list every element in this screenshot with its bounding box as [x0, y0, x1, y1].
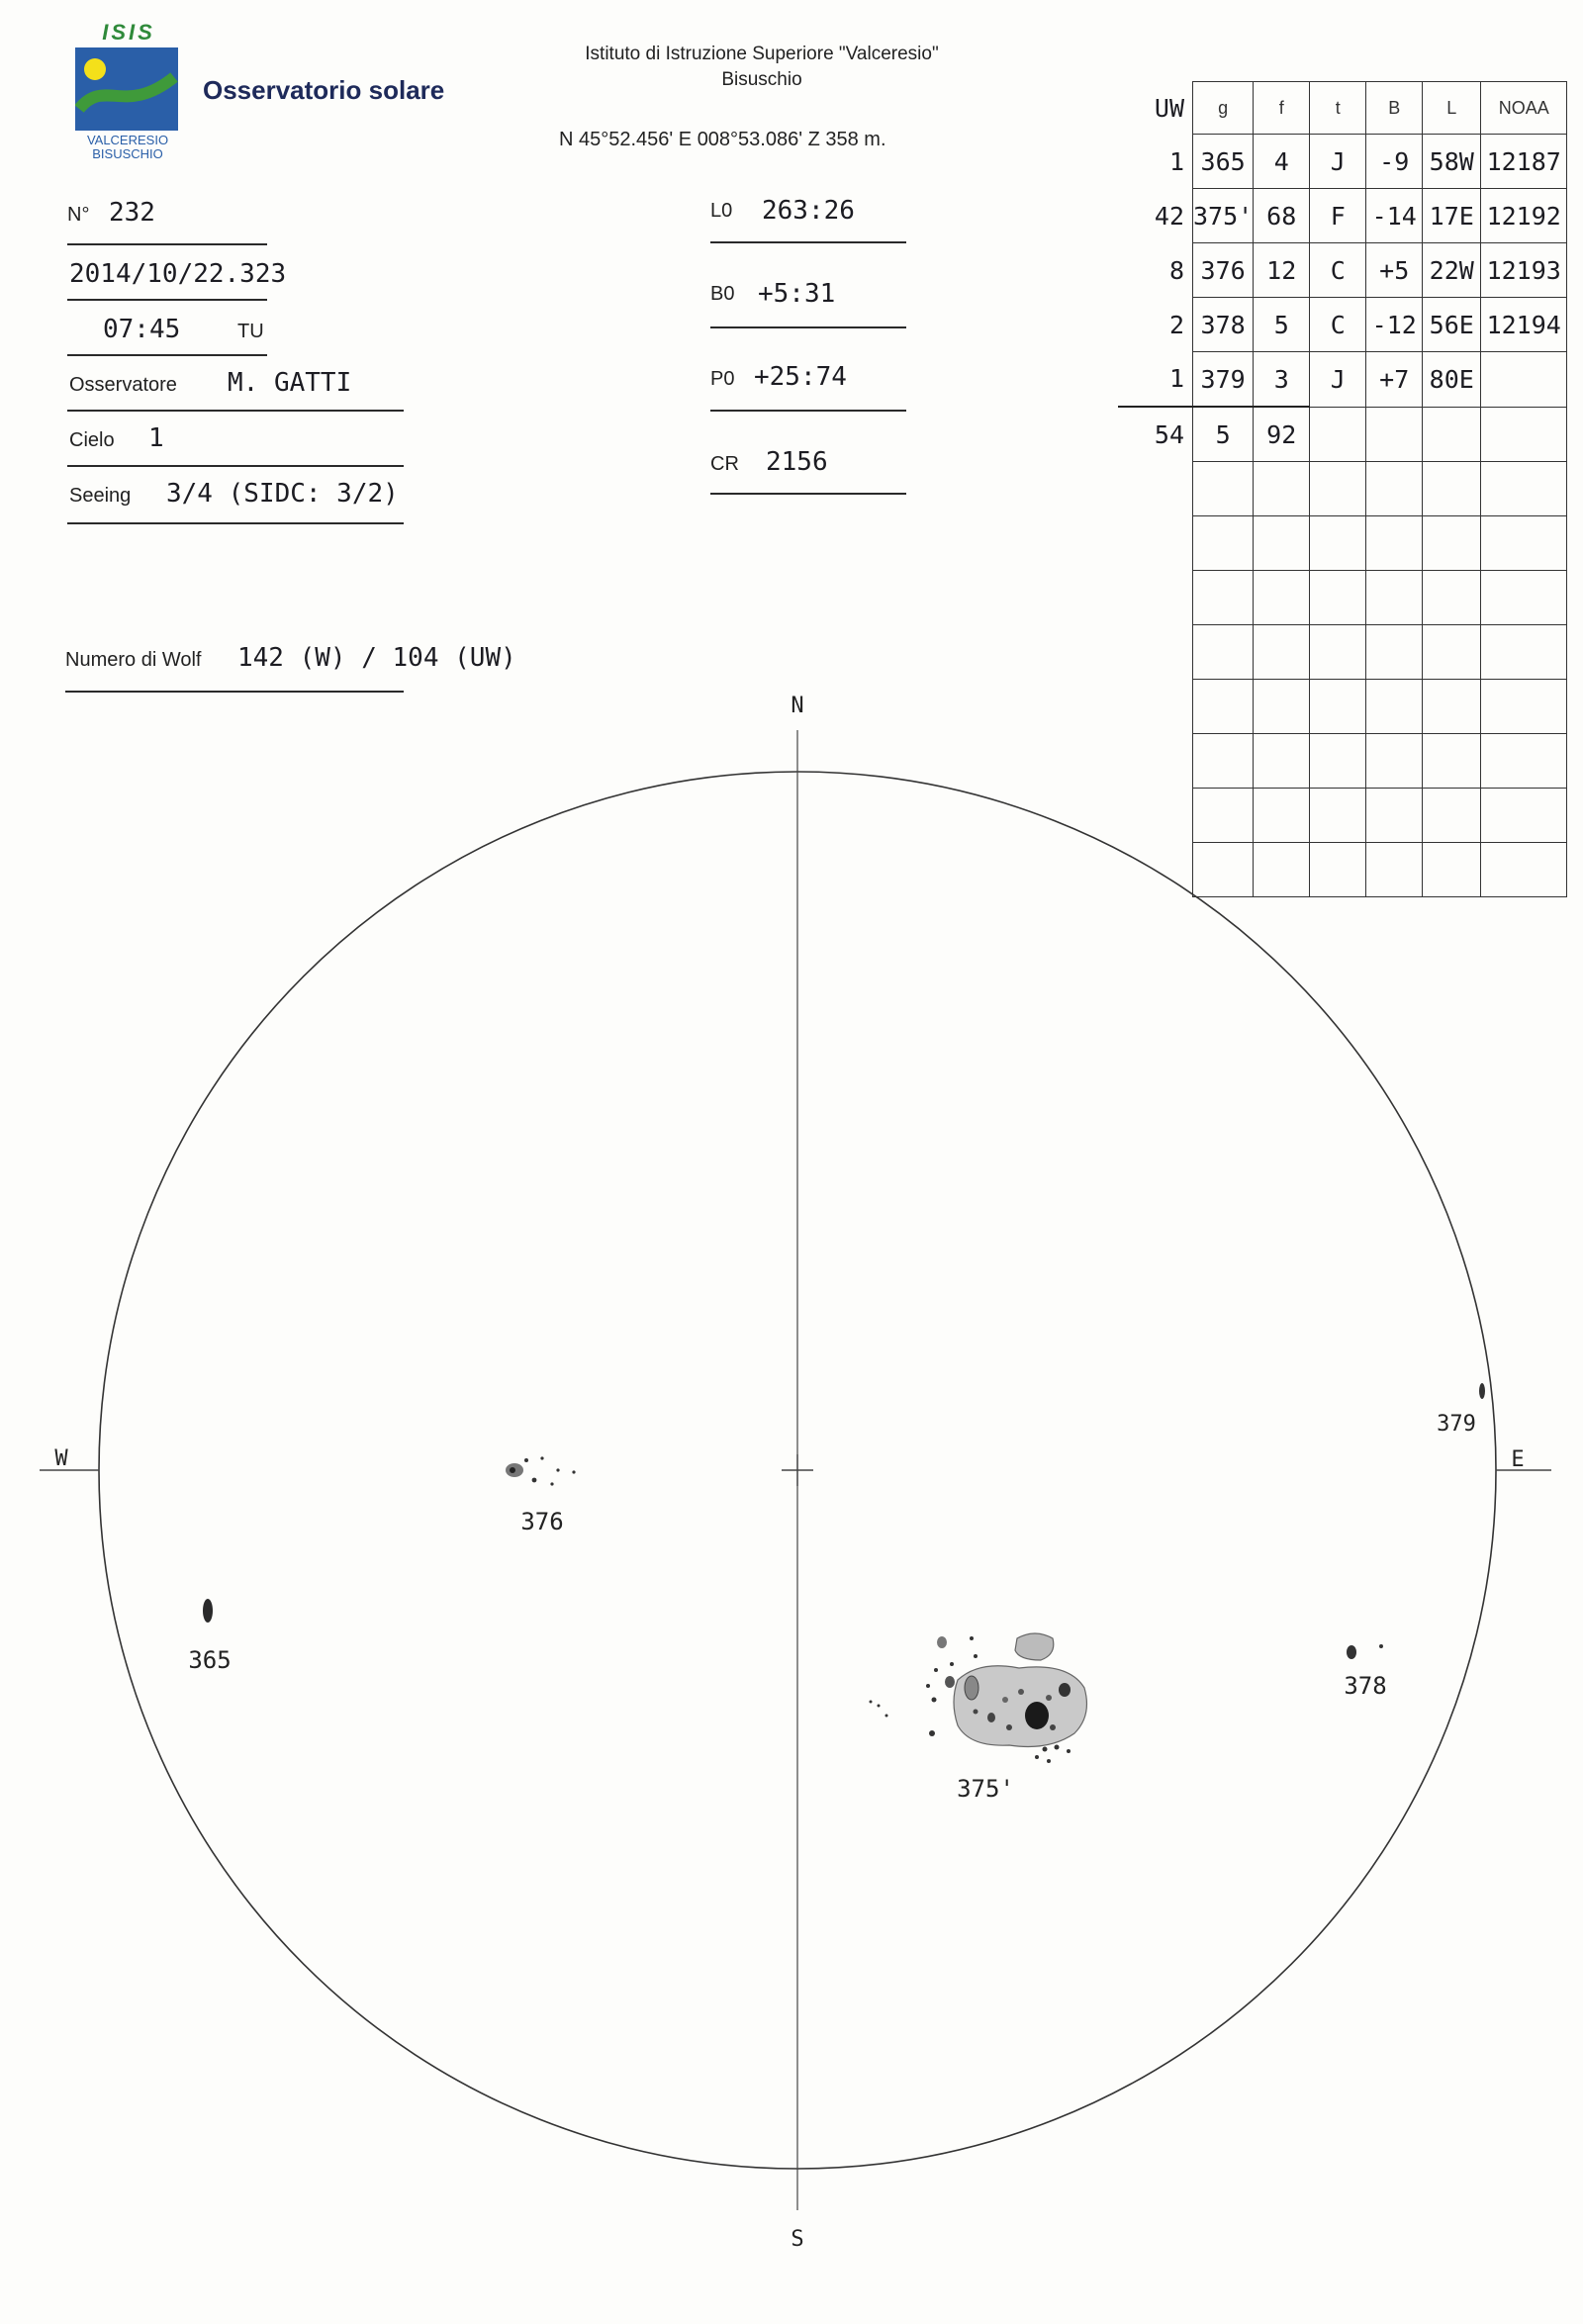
- table-cell: 56E: [1423, 298, 1481, 352]
- cr-label: CR: [710, 453, 739, 475]
- north-label: N: [791, 694, 804, 718]
- table-header: t: [1310, 82, 1366, 135]
- table-cell: C: [1310, 298, 1366, 352]
- seeing-label: Seeing: [69, 485, 132, 507]
- sunspot-group-379: [1479, 1383, 1485, 1399]
- b0-value: +5:31: [758, 279, 836, 309]
- sky-label: Cielo: [69, 429, 115, 451]
- logo-text-bisuschio: BISUSCHIO: [92, 146, 163, 161]
- table-header: f: [1254, 82, 1310, 135]
- table-cell: C: [1310, 243, 1366, 298]
- table-cell: 4: [1254, 135, 1310, 189]
- table-cell: +7: [1366, 352, 1423, 408]
- table-header: L: [1423, 82, 1481, 135]
- table-cell: 365: [1193, 135, 1254, 189]
- group-label-379: 379: [1437, 1412, 1476, 1437]
- table-cell: 12193: [1481, 243, 1567, 298]
- observation-time: 07:45: [103, 315, 181, 344]
- group-label-365: 365: [188, 1646, 232, 1674]
- table-cell: -12: [1366, 298, 1423, 352]
- table-cell: 1: [1168, 146, 1184, 176]
- table-header: g: [1193, 82, 1254, 135]
- table-cell: 12194: [1481, 298, 1567, 352]
- institute-name: Istituto di Istruzione Superiore "Valceresio": [585, 44, 939, 64]
- table-cell: 8: [1168, 255, 1184, 285]
- table-cell: 12187: [1481, 135, 1567, 189]
- sunspot-group-365: [203, 1599, 213, 1623]
- table-cell: 12: [1254, 243, 1310, 298]
- group-label-375: 375': [957, 1775, 1014, 1803]
- logo-acronym: ISIS: [102, 20, 155, 45]
- b0-label: B0: [710, 283, 735, 305]
- observer-name: M. GATTI: [228, 368, 352, 398]
- l0-label: L0: [710, 200, 733, 222]
- south-label: S: [791, 2227, 804, 2252]
- table-header: B: [1366, 82, 1423, 135]
- table-cell: 5: [1193, 407, 1254, 462]
- table-header-uw: UW: [1154, 93, 1184, 123]
- table-cell: 379: [1193, 352, 1254, 408]
- p0-value: +25:74: [754, 362, 847, 392]
- table-cell: -9: [1366, 135, 1423, 189]
- observatory-coordinates: N 45°52.456' E 008°53.086' Z 358 m.: [559, 129, 886, 150]
- observer-label: Osservatore: [69, 374, 177, 396]
- sunspot-group-375: [870, 1633, 1087, 1763]
- table-cell: 58W: [1423, 135, 1481, 189]
- table-cell: 80E: [1423, 352, 1481, 408]
- table-cell: 42: [1154, 201, 1184, 231]
- table-cell: 12192: [1481, 189, 1567, 243]
- table-cell: 68: [1254, 189, 1310, 243]
- table-cell: -14: [1366, 189, 1423, 243]
- sunspot-group-376: [506, 1456, 576, 1485]
- table-cell: 375': [1193, 189, 1254, 243]
- west-label: W: [54, 1446, 68, 1471]
- table-cell: 54: [1118, 407, 1193, 462]
- wolf-number: 142 (W) / 104 (UW): [237, 643, 516, 673]
- east-label: E: [1511, 1447, 1525, 1472]
- table-cell: J: [1310, 135, 1366, 189]
- sunspot-group-378: [1347, 1644, 1383, 1659]
- seeing-value: 3/4 (SIDC: 3/2): [166, 479, 399, 509]
- wolf-label: Numero di Wolf: [65, 649, 202, 671]
- page-title: Osservatorio solare: [203, 75, 445, 105]
- l0-value: 263:26: [762, 196, 855, 226]
- time-unit: TU: [237, 321, 264, 342]
- table-cell: J: [1310, 352, 1366, 408]
- table-header: NOAA: [1481, 82, 1567, 135]
- table-cell: 17E: [1423, 189, 1481, 243]
- table-cell: 378: [1193, 298, 1254, 352]
- observation-date: 2014/10/22.323: [69, 259, 287, 289]
- table-cell: 3: [1254, 352, 1310, 408]
- report-number: 232: [109, 198, 155, 228]
- sky-value: 1: [148, 423, 164, 453]
- table-cell: 92: [1254, 407, 1310, 462]
- table-cell: 22W: [1423, 243, 1481, 298]
- table-cell: 376: [1193, 243, 1254, 298]
- institute-town: Bisuschio: [721, 69, 802, 90]
- table-cell: 5: [1254, 298, 1310, 352]
- table-cell: +5: [1366, 243, 1423, 298]
- logo-text-valceresio: VALCERESIO: [86, 133, 169, 147]
- group-label-376: 376: [520, 1508, 564, 1535]
- group-label-378: 378: [1344, 1672, 1387, 1700]
- table-cell: 2: [1168, 310, 1184, 339]
- p0-label: P0: [710, 368, 735, 390]
- number-label: N°: [67, 204, 90, 226]
- table-cell: F: [1310, 189, 1366, 243]
- table-cell: 1: [1168, 364, 1184, 394]
- cr-value: 2156: [766, 447, 828, 477]
